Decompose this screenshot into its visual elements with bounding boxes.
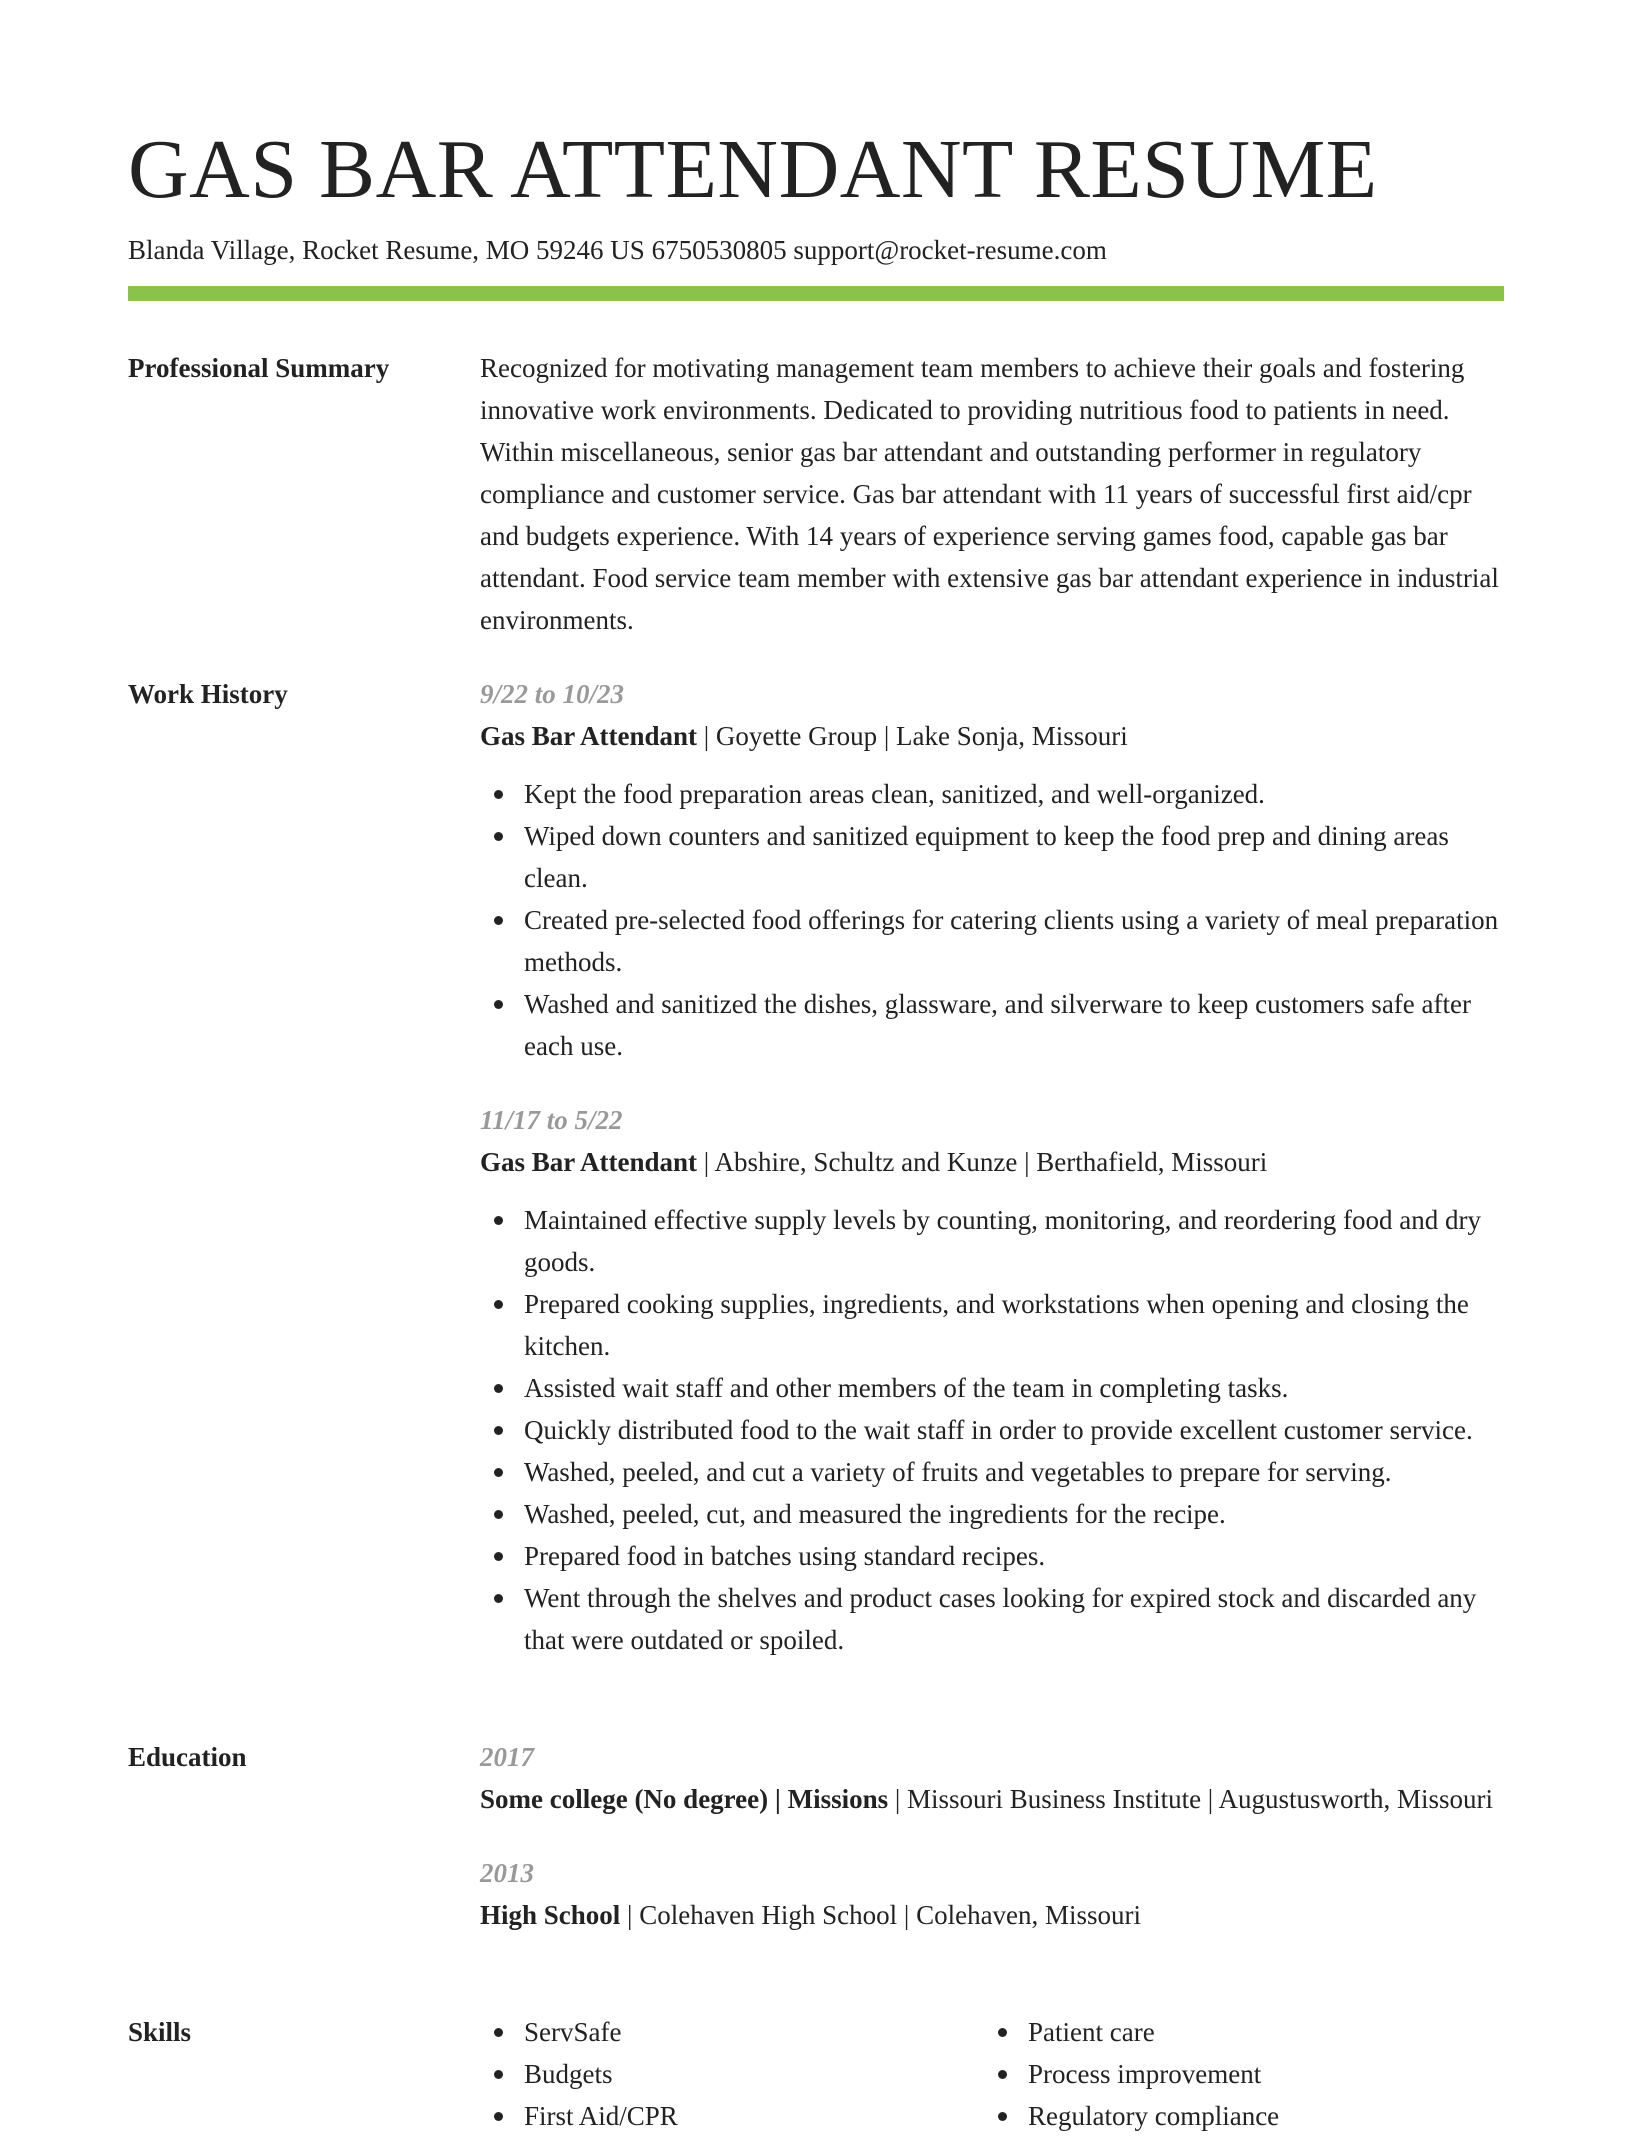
bullet-icon [494, 790, 503, 799]
job-bullet [524, 1493, 1504, 1535]
job-bullet [524, 1199, 1504, 1283]
bullet-icon [494, 1468, 503, 1477]
bullet-icon [494, 1216, 503, 1225]
bullet-text: Wiped down counters and sanitized equipment to keep the food prep and dining areas clean. [524, 821, 1449, 893]
skill-text: Regulatory compliance [1028, 2101, 1280, 2131]
education-entry [480, 1852, 1504, 1936]
bullet-icon [494, 1552, 503, 1561]
bullet-icon [494, 1000, 503, 1009]
header-divider [128, 286, 1504, 301]
education-degree: Some college (No degree) | Missions [480, 1784, 889, 1814]
job-title: Gas Bar Attendant [480, 1147, 698, 1177]
job-dates: 11/17 to 5/22 [480, 1105, 623, 1135]
section-label-skills: Skills [128, 2017, 192, 2047]
job-heading [480, 1141, 1504, 1183]
contact-line: Blanda Village, Rocket Resume, MO 59246 US 6750530805 support@rocket-resume.com [128, 235, 1107, 265]
job-company-location: | Goyette Group | Lake Sonja, Missouri [697, 721, 1128, 751]
job-entry [480, 1099, 1504, 1661]
skill-item [1028, 2095, 1444, 2137]
work-body [480, 673, 1504, 1661]
bullet-text: Kept the food preparation areas clean, sanitized, and well-organized. [524, 779, 1265, 809]
education-heading [480, 1894, 1504, 1936]
skill-text: Budgets [524, 2059, 613, 2089]
job-bullet [524, 1577, 1504, 1661]
bullet-text: Washed, peeled, cut, and measured the ingredients for the recipe. [524, 1499, 1226, 1529]
job-bullet [524, 983, 1504, 1067]
bullet-icon [998, 2112, 1007, 2121]
bullet-text: Washed and sanitized the dishes, glassware, and silverware to keep customers safe after each use. [524, 989, 1471, 1061]
bullet-icon [494, 1510, 503, 1519]
bullet-icon [494, 1426, 503, 1435]
bullet-icon [494, 1594, 503, 1603]
education-heading [480, 1778, 1504, 1820]
job-bullet [524, 1535, 1504, 1577]
education-body [480, 1736, 1504, 1936]
section-label-summary: Professional Summary [128, 353, 390, 383]
bullet-text: Prepared food in batches using standard recipes. [524, 1541, 1046, 1571]
education-school-location: | Colehaven High School | Colehaven, Missouri [620, 1900, 1142, 1930]
skill-item [524, 2053, 940, 2095]
job-company-location: | Abshire, Schultz and Kunze | Berthafield, Missouri [697, 1147, 1268, 1177]
bullet-text: Maintained effective supply levels by counting, monitoring, and reordering food and dry goods. [524, 1205, 1482, 1277]
job-bullet [524, 1409, 1504, 1451]
education-entry [480, 1736, 1504, 1820]
bullet-icon [494, 832, 503, 841]
bullet-text: Assisted wait staff and other members of the team in completing tasks. [524, 1373, 1289, 1403]
education-school-location: | Missouri Business Institute | Augustusworth, Missouri [888, 1784, 1493, 1814]
skills-column-left [480, 2011, 940, 2137]
bullet-text: Went through the shelves and product cases looking for expired stock and discarded any that were outdated or spoiled. [524, 1583, 1477, 1655]
section-label-education: Education [128, 1742, 247, 1772]
job-bullet [524, 899, 1504, 983]
bullet-icon [494, 916, 503, 925]
education-degree: High School [480, 1900, 621, 1930]
skill-item [524, 2011, 940, 2053]
job-dates: 9/22 to 10/23 [480, 679, 625, 709]
job-bullet [524, 1283, 1504, 1367]
skill-text: First Aid/CPR [524, 2101, 678, 2131]
bullet-text: Washed, peeled, and cut a variety of fruits and vegetables to prepare for serving. [524, 1457, 1392, 1487]
bullet-icon [494, 1384, 503, 1393]
bullet-icon [494, 2028, 503, 2037]
skills-column-right [984, 2011, 1444, 2137]
skill-text: Process improvement [1028, 2059, 1262, 2089]
job-bullet [524, 1367, 1504, 1409]
job-entry [480, 673, 1504, 1067]
resume-title: GAS BAR ATTENDANT RESUME [128, 123, 1378, 216]
bullet-icon [494, 2070, 503, 2079]
job-title: Gas Bar Attendant [480, 721, 698, 751]
bullet-icon [494, 1300, 503, 1309]
skill-text: Patient care [1028, 2017, 1155, 2047]
summary-body [480, 347, 1504, 641]
bullet-icon [494, 2112, 503, 2121]
job-bullet [524, 773, 1504, 815]
job-bullets [480, 1199, 1504, 1661]
skills-list [480, 2011, 940, 2137]
bullet-text: Created pre-selected food offerings for catering clients using a variety of meal preparation methods. [524, 905, 1499, 977]
bullet-text: Quickly distributed food to the wait staff in order to provide excellent customer service. [524, 1415, 1473, 1445]
section-label-work: Work History [128, 679, 288, 709]
bullet-icon [998, 2070, 1007, 2079]
skills-list [984, 2011, 1444, 2137]
resume-header [128, 118, 1504, 268]
education-year: 2017 [480, 1742, 534, 1772]
job-heading [480, 715, 1504, 757]
bullet-text: Prepared cooking supplies, ingredients, and workstations when opening and closing the kitchen. [524, 1289, 1469, 1361]
bullet-icon [998, 2028, 1007, 2037]
education-year: 2013 [480, 1858, 534, 1888]
skill-item [524, 2095, 940, 2137]
skill-item [1028, 2053, 1444, 2095]
job-bullet [524, 1451, 1504, 1493]
skill-text: ServSafe [524, 2017, 622, 2047]
job-bullet [524, 815, 1504, 899]
job-bullets [480, 773, 1504, 1067]
summary-text: Recognized for motivating management team members to achieve their goals and fostering innovative work environments. Dedicated to providing nutritious food to patients in need. Within miscellaneous, senior gas bar attendant and outstanding performer in regulatory compliance and customer service. Gas bar attendant with 11 years of successful first aid/cpr and budgets experience. With 14 years of experience serving games food, capable gas bar attendant. Food service team member with extensive gas bar attendant experience in industrial environments. [480, 353, 1499, 635]
skill-item [1028, 2011, 1444, 2053]
